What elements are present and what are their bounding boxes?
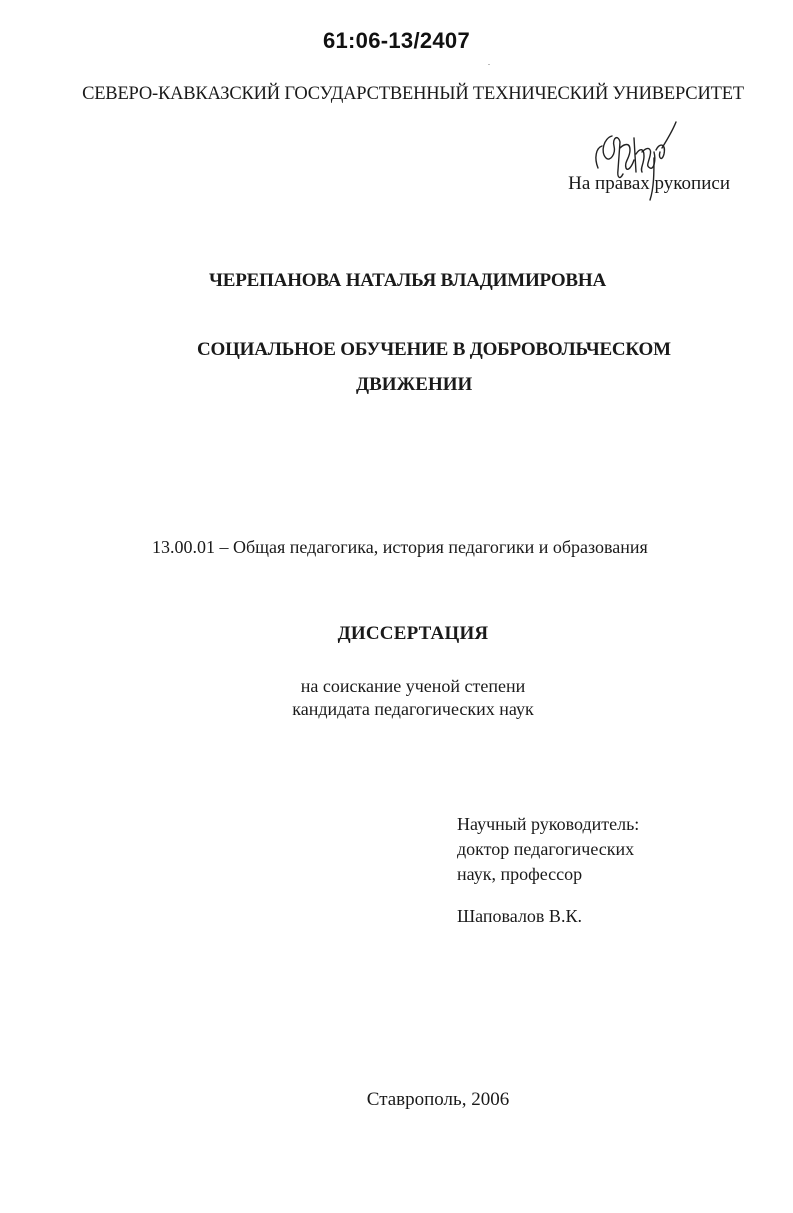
supervisor-label: Научный руководитель: bbox=[457, 814, 640, 834]
degree-line1: на соискание ученой степени bbox=[300, 676, 526, 696]
dissertation-title-line2: ДВИЖЕНИИ bbox=[356, 374, 473, 395]
specialty-code: 13.00.01 – Общая педагогика, история педагогики и образования bbox=[152, 537, 648, 557]
university-name: СЕВЕРО-КАВКАЗСКИЙ ГОСУДАРСТВЕННЫЙ ТЕХНИЧЕСКИЙ УНИВЕРСИТЕТ bbox=[82, 84, 744, 104]
supervisor-title-line1: доктор педагогических bbox=[457, 839, 635, 859]
supervisor-name: Шаповалов В.К. bbox=[457, 906, 582, 926]
place-and-year: Ставрополь, 2006 bbox=[366, 1089, 510, 1110]
author-name: ЧЕРЕПАНОВА НАТАЛЬЯ ВЛАДИМИРОВНА bbox=[209, 270, 606, 291]
supervisor-title-line2: наук, профессор bbox=[457, 864, 583, 884]
manuscript-rights-note: На правах рукописи bbox=[568, 173, 730, 194]
catalog-number: 61:06-13/2407 bbox=[322, 28, 471, 53]
document-type: ДИССЕРТАЦИЯ bbox=[337, 623, 489, 644]
supervisor-block bbox=[457, 812, 639, 887]
dissertation-title-line1: СОЦИАЛЬНОЕ ОБУЧЕНИЕ В ДОБРОВОЛЬЧЕСКОМ bbox=[197, 339, 671, 360]
scan-speck bbox=[488, 64, 490, 65]
degree-line2: кандидата педагогических наук bbox=[292, 699, 534, 719]
